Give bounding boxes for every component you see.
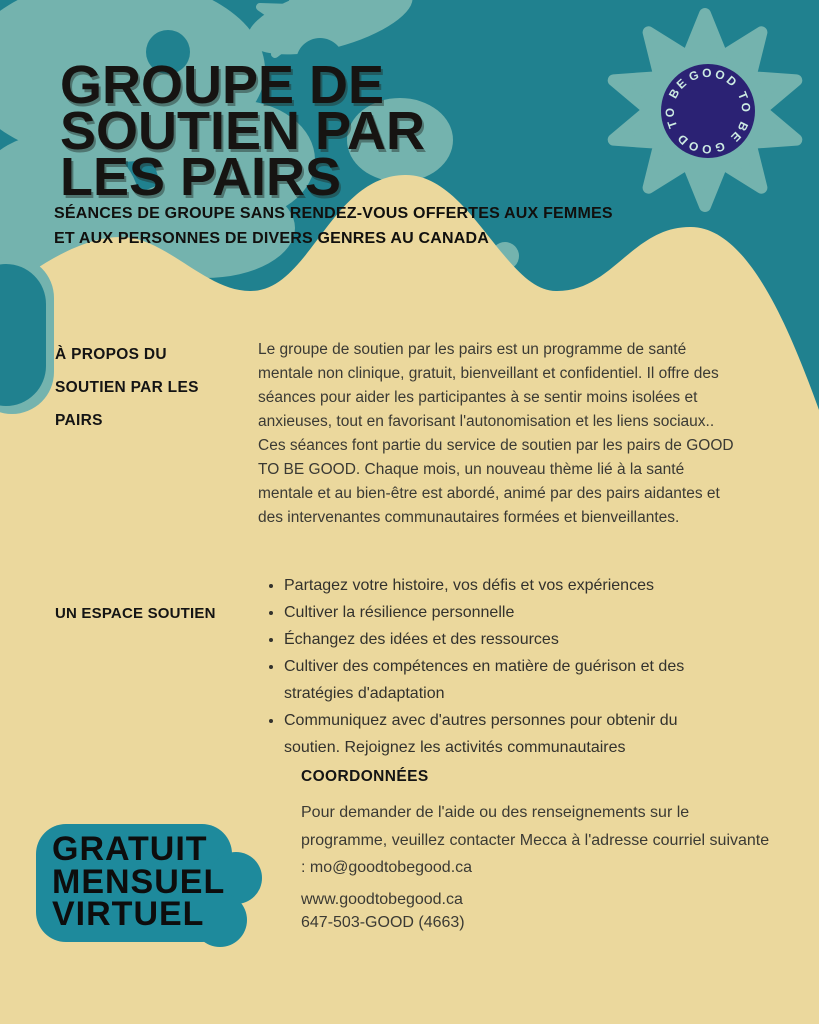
- logo-circular-text: GOOD TO BE GOOD TO BE: [662, 65, 754, 157]
- page-title: [60, 55, 426, 207]
- badge-line: GRATUIT: [52, 830, 208, 868]
- contact-section-body: Pour demander de l'aide ou des renseignements sur le programme, veuillez contacter Mecca à l'adresse courriel suivante : mo@goodtobegood.ca: [301, 804, 770, 876]
- title-line: GROUPE DE: [60, 55, 385, 115]
- subtitle-line: ET AUX PERSONNES DE DIVERS GENRES AU CANADA: [54, 230, 490, 247]
- title-line: LES PAIRS: [60, 147, 342, 207]
- left-edge-blob: [0, 256, 54, 414]
- badge-text: [52, 830, 226, 933]
- about-section-body: Le groupe de soutien par les pairs est un programme de santé mentale non clinique, gratuit, bienveillant et confidentiel. Il offre des séances pour aider les participantes à se sentir moins isolées et anxieuses, tout en favorisant l'autonomisation et les liens sociaux.. Ces séances font partie du service de soutien par les pairs de GOOD TO BE GOOD. Chaque mois, un nouveau thème lié à la santé mentale et au bien-être est abordé, animé par des pairs aidantes et des intervenantes communautaires formées et bienveillantes.: [258, 341, 734, 526]
- list-item: • Communiquez avec d'autres personnes pour obtenir du soutien. Rejoignez les activités communautaires: [284, 707, 718, 761]
- subtitle: [54, 201, 613, 251]
- website-text: www.goodtobegood.ca: [301, 891, 463, 908]
- contact-section-heading: COORDONNÉES: [301, 768, 429, 785]
- title-line: SOUTIEN PAR: [60, 101, 426, 161]
- list-item: • Échangez des idées et des ressources: [284, 626, 718, 653]
- about-section-heading: À PROPOS DU SOUTIEN PAR LES PAIRS: [55, 346, 199, 429]
- list-item: • Cultiver la résilience personnelle: [284, 599, 718, 626]
- space-section-heading: UN ESPACE SOUTIEN: [55, 605, 216, 622]
- subtitle-line: SÉANCES DE GROUPE SANS RENDEZ-VOUS OFFERTES AUX FEMMES: [54, 205, 613, 222]
- badge-line: VIRTUEL: [52, 895, 205, 933]
- benefits-list: [262, 572, 718, 761]
- phone-text: 647-503-GOOD (4663): [301, 914, 465, 931]
- list-item: • Cultiver des compétences en matière de guérison et des stratégies d'adaptation: [284, 653, 718, 707]
- list-item: • Partagez votre histoire, vos défis et vos expériences: [284, 572, 718, 599]
- badge-line: MENSUEL: [52, 862, 226, 901]
